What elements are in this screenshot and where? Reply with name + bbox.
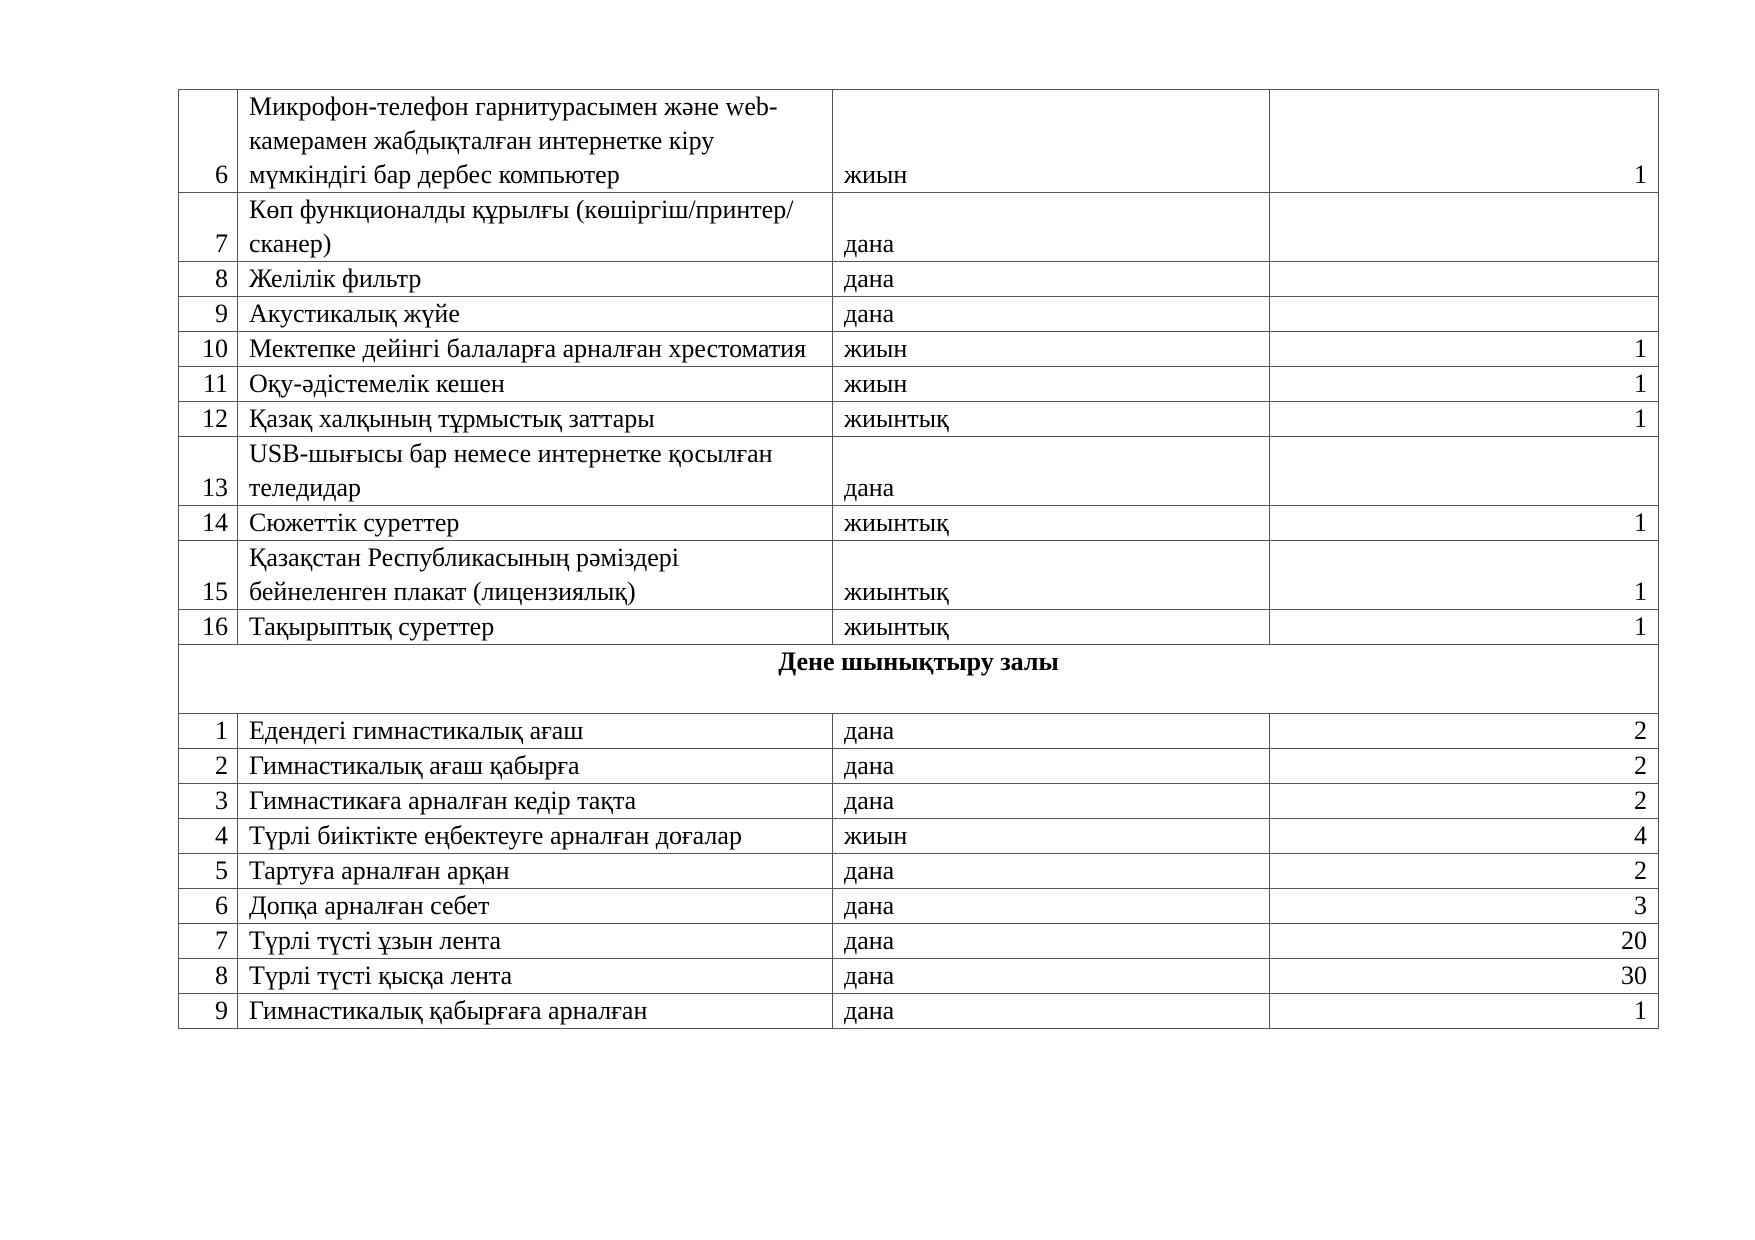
item-name: Гимнастикалық ағаш қабырға — [238, 749, 833, 784]
row-number: 3 — [179, 784, 238, 819]
table-row — [179, 90, 1659, 193]
item-name: Көп функционалды құрылғы (көшіргіш/принтер/сканер) — [238, 193, 833, 262]
table-row — [179, 924, 1659, 959]
section-header-row — [179, 645, 1659, 714]
section-header-group — [179, 645, 1659, 714]
item-unit: дана — [833, 854, 1270, 889]
table-row — [179, 994, 1659, 1029]
item-quantity: 4 — [1270, 819, 1659, 854]
item-unit: дана — [833, 714, 1270, 749]
row-number: 6 — [179, 90, 238, 193]
item-name: Тартуға арналған арқан — [238, 854, 833, 889]
item-quantity — [1270, 437, 1659, 506]
item-unit: дана — [833, 784, 1270, 819]
item-quantity: 1 — [1270, 506, 1659, 541]
row-number: 2 — [179, 749, 238, 784]
row-number: 8 — [179, 262, 238, 297]
row-number: 14 — [179, 506, 238, 541]
row-number: 9 — [179, 994, 238, 1029]
item-quantity: 20 — [1270, 924, 1659, 959]
item-quantity: 1 — [1270, 402, 1659, 437]
item-quantity — [1270, 262, 1659, 297]
item-name: Едендегі гимнастикалық ағаш — [238, 714, 833, 749]
table-row — [179, 610, 1659, 645]
table-row — [179, 262, 1659, 297]
item-quantity: 1 — [1270, 90, 1659, 193]
table-row — [179, 959, 1659, 994]
item-name: Гимнастикалық қабырғаға арналған — [238, 994, 833, 1029]
section-title: Дене шынықтыру залы — [179, 645, 1659, 714]
item-name: Түрлі түсті ұзын лента — [238, 924, 833, 959]
table-row — [179, 297, 1659, 332]
item-unit: жиынтық — [833, 610, 1270, 645]
item-unit: дана — [833, 994, 1270, 1029]
item-unit: жиын — [833, 90, 1270, 193]
item-name: Оқу-әдістемелік кешен — [238, 367, 833, 402]
item-quantity: 1 — [1270, 610, 1659, 645]
item-quantity: 1 — [1270, 541, 1659, 610]
equipment-table-gym-section — [179, 714, 1659, 1029]
row-number: 16 — [179, 610, 238, 645]
row-number: 4 — [179, 819, 238, 854]
item-unit: жиын — [833, 332, 1270, 367]
item-unit: дана — [833, 959, 1270, 994]
item-name: Допқа арналған себет — [238, 889, 833, 924]
table-row — [179, 541, 1659, 610]
table-row — [179, 332, 1659, 367]
row-number: 13 — [179, 437, 238, 506]
table-row — [179, 193, 1659, 262]
item-name: Гимнастикаға арналған кедір тақта — [238, 784, 833, 819]
item-unit: жиынтық — [833, 506, 1270, 541]
item-name: Сюжеттік суреттер — [238, 506, 833, 541]
equipment-table — [178, 89, 1659, 1029]
item-quantity: 2 — [1270, 784, 1659, 819]
item-quantity: 2 — [1270, 749, 1659, 784]
item-name: Желілік фильтр — [238, 262, 833, 297]
item-name: Акустикалық жүйе — [238, 297, 833, 332]
item-name: USB-шығысы бар немесе интернетке қосылған теледидар — [238, 437, 833, 506]
row-number: 9 — [179, 297, 238, 332]
item-quantity — [1270, 193, 1659, 262]
item-unit: дана — [833, 437, 1270, 506]
table-row — [179, 749, 1659, 784]
item-name: Қазақ халқының тұрмыстық заттары — [238, 402, 833, 437]
item-name: Тақырыптық суреттер — [238, 610, 833, 645]
table-row — [179, 784, 1659, 819]
item-quantity: 1 — [1270, 994, 1659, 1029]
item-unit: дана — [833, 924, 1270, 959]
row-number: 15 — [179, 541, 238, 610]
table-row — [179, 402, 1659, 437]
row-number: 12 — [179, 402, 238, 437]
item-quantity: 3 — [1270, 889, 1659, 924]
table-row — [179, 506, 1659, 541]
item-name: Микрофон-телефон гарнитурасымен және web-камерамен жабдықталған интернетке кіру мүмкіндігі бар дербес компьютер — [238, 90, 833, 193]
item-quantity: 30 — [1270, 959, 1659, 994]
item-unit: дана — [833, 262, 1270, 297]
item-unit: дана — [833, 193, 1270, 262]
item-quantity: 2 — [1270, 854, 1659, 889]
item-quantity — [1270, 297, 1659, 332]
item-unit: жиын — [833, 367, 1270, 402]
item-name: Мектепке дейінгі балаларға арналған хрестоматия — [238, 332, 833, 367]
row-number: 7 — [179, 924, 238, 959]
item-name: Түрлі биіктікте еңбектеуге арналған доғалар — [238, 819, 833, 854]
item-unit: жиынтық — [833, 402, 1270, 437]
item-unit: жиын — [833, 819, 1270, 854]
table-row — [179, 714, 1659, 749]
table-row — [179, 854, 1659, 889]
item-name: Қазақстан Республикасының рәміздері бейнеленген плакат (лицензиялық) — [238, 541, 833, 610]
table-row — [179, 367, 1659, 402]
row-number: 5 — [179, 854, 238, 889]
table-row — [179, 889, 1659, 924]
item-unit: жиынтық — [833, 541, 1270, 610]
table-row — [179, 437, 1659, 506]
row-number: 1 — [179, 714, 238, 749]
equipment-table-top-section — [179, 90, 1659, 645]
table-row — [179, 819, 1659, 854]
item-unit: дана — [833, 889, 1270, 924]
item-unit: дана — [833, 749, 1270, 784]
row-number: 8 — [179, 959, 238, 994]
item-quantity: 1 — [1270, 367, 1659, 402]
item-quantity: 1 — [1270, 332, 1659, 367]
item-quantity: 2 — [1270, 714, 1659, 749]
row-number: 11 — [179, 367, 238, 402]
item-name: Түрлі түсті қысқа лента — [238, 959, 833, 994]
row-number: 6 — [179, 889, 238, 924]
row-number: 10 — [179, 332, 238, 367]
item-unit: дана — [833, 297, 1270, 332]
row-number: 7 — [179, 193, 238, 262]
